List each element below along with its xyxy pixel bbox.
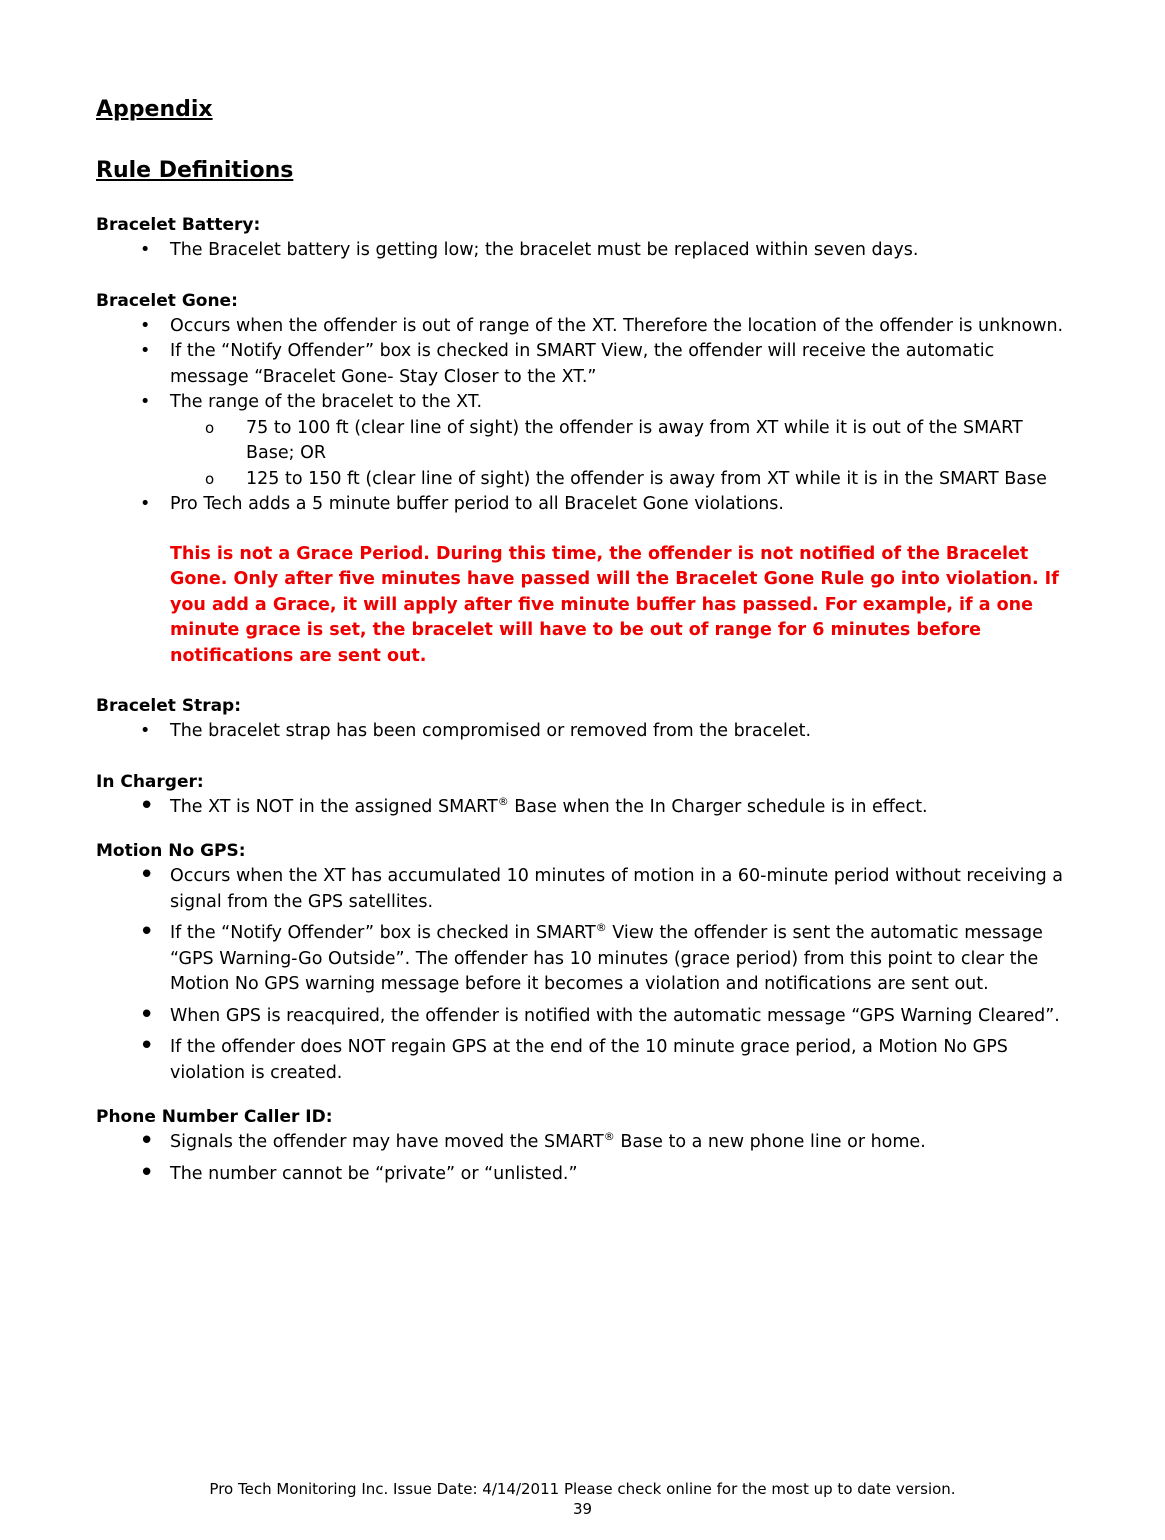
registered-mark: ® (497, 794, 509, 808)
list-item: • If the offender does NOT regain GPS at the end of the 10 minute grace period, a Motion No GPS violation is created. (139, 1031, 1008, 1083)
bullet-icon: • (139, 1031, 155, 1061)
bullet-icon: • (140, 240, 151, 260)
page-footer (0, 1479, 1165, 1519)
sub-bullet-icon: o (205, 469, 215, 488)
bullet-icon: • (139, 1126, 155, 1156)
registered-mark: ® (603, 1130, 615, 1144)
list-item: • Occurs when the XT has accumulated 10 minutes of motion in a 60-minute period without receiving a signal from the GPS satellites. (139, 860, 1063, 912)
list-item: • If the “Notify Offender” box is checked in SMART View, the offender will receive the automatic message “Bracelet Gone- Stay Closer to the XT.” (140, 341, 995, 387)
bullet-icon: • (139, 860, 155, 890)
bullet-icon: • (140, 494, 151, 514)
registered-mark: ® (595, 921, 607, 935)
list-item: • Pro Tech adds a 5 minute buffer period to all Bracelet Gone violations. (96, 492, 1071, 518)
section-title: Bracelet Strap: (96, 696, 242, 716)
footer-issue-text: Pro Tech Monitoring Inc. Issue Date: 4/14/2011 Please check online for the most up to date version. (209, 1480, 956, 1498)
rule-definitions-heading: Rule Definitions (96, 158, 294, 183)
bullet-icon: • (139, 917, 155, 947)
section-title: Motion No GPS: (96, 841, 246, 861)
page-number: 39 (572, 1500, 593, 1518)
list-item: • The number cannot be “private” or “unlisted.” (139, 1157, 578, 1188)
list-item: • Signals the offender may have moved the SMART® Base to a new phone line or home. (139, 1126, 926, 1156)
list-item: • If the “Notify Offender” box is checked in SMART® View the offender is sent the automatic message “GPS Warning-Go Outside”. The offender has 10 minutes (grace period) from this point to clear the Motion No GPS warning message before it becomes a violation and notifications are sent out. (139, 917, 1043, 994)
appendix-heading: Appendix (96, 97, 213, 122)
bullet-icon: • (140, 721, 151, 741)
section-title: Phone Number Caller ID: (96, 1107, 333, 1127)
sub-bullet-icon: o (205, 418, 215, 437)
list-item: • The bracelet strap has been compromised or removed from the bracelet. (96, 719, 1071, 745)
section-in-charger (96, 770, 1071, 821)
bullet-icon: • (139, 999, 155, 1030)
list-item: • When GPS is reacquired, the offender is notified with the automatic message “GPS Warning Cleared”. (139, 999, 1060, 1030)
section-title: Bracelet Battery: (96, 215, 261, 235)
section-bracelet-strap (96, 694, 1071, 745)
list-item: • The range of the bracelet to the XT. o 75 to 100 ft (clear line of sight) the offender is away from XT while it is out of the SMART Base; OR o 125 to 150 ft (clear line of sight) the offender is away from XT while it is in the SMART Base (96, 390, 1071, 492)
sub-list-item: o 125 to 150 ft (clear line of sight) the offender is away from XT while it is in the SMART Base (170, 467, 1071, 493)
sub-list-item: o 75 to 100 ft (clear line of sight) the offender is away from XT while it is out of the SMART Base; OR (205, 417, 1023, 463)
bullet-icon: • (140, 341, 151, 361)
list-item: • The XT is NOT in the assigned SMART® Base when the In Charger schedule is in effect. (139, 790, 928, 821)
section-motion-no-gps (96, 839, 1071, 1086)
document-page (96, 94, 1071, 1193)
section-bracelet-gone (96, 289, 1071, 670)
section-title: In Charger: (96, 771, 204, 792)
section-title: Bracelet Gone: (96, 290, 238, 311)
section-bracelet-battery (96, 213, 1071, 264)
bullet-icon: • (139, 1157, 155, 1188)
bullet-icon: • (140, 315, 151, 336)
buffer-warning-text: This is not a Grace Period. During this time, the offender is not notified of the Bracelet Gone. Only after five minutes have passed will the Bracelet Gone Rule go into violation. If you add a Grace, it will apply after five minute buffer has passed. For example, if a one minute grace is set, the bracelet will have to be out of range for 6 minutes before notifications are sent out. (170, 543, 1059, 666)
list-item: • Occurs when the offender is out of range of the XT. Therefore the location of the offender is unknown. (96, 314, 1071, 340)
bullet-icon: • (139, 790, 155, 821)
section-phone-caller-id (96, 1105, 1071, 1187)
bullet-icon: • (140, 392, 151, 412)
list-item: • The Bracelet battery is getting low; the bracelet must be replaced within seven days. (96, 238, 1071, 264)
